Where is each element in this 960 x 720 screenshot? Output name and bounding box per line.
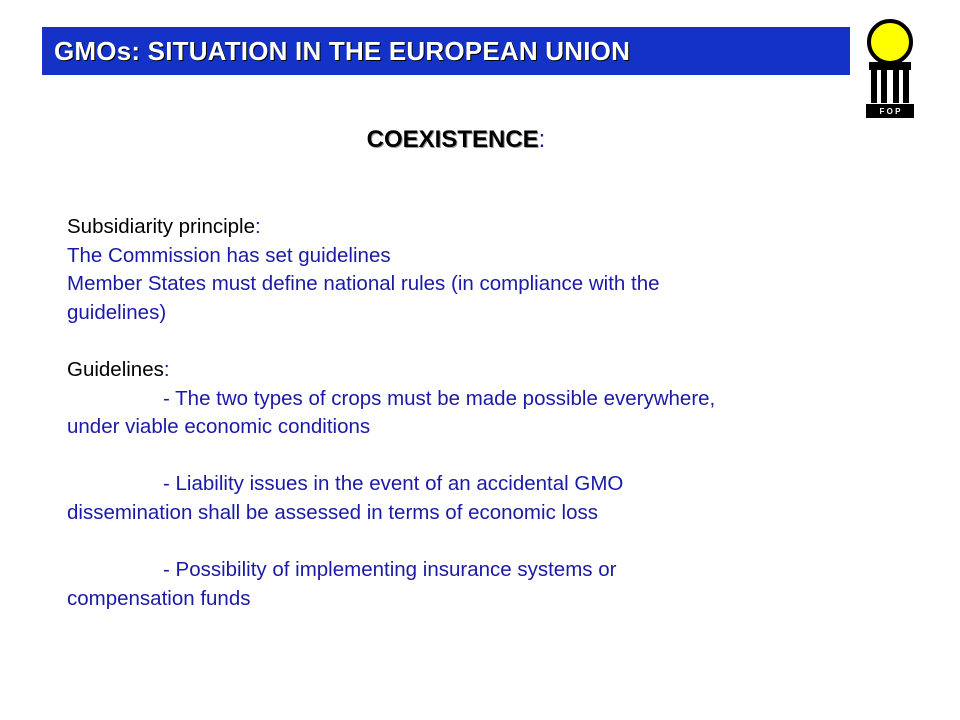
svg-text:F O P: F O P	[879, 107, 901, 116]
member-states-line-1: Member States must define national rules (in compliance with the	[67, 272, 660, 296]
title-bar	[42, 27, 850, 75]
spacer	[67, 327, 907, 356]
subsidiarity-line	[67, 213, 907, 242]
guidelines-line	[67, 356, 907, 385]
bullet-3-line-1: - Possibility of implementing insurance systems or	[163, 558, 617, 582]
commission-line: The Commission has set guidelines	[67, 243, 391, 267]
spacer	[67, 528, 907, 557]
bullet-3-line-2: compensation funds	[67, 586, 251, 610]
slide-title: GMOs: SITUATION IN THE EUROPEAN UNION	[54, 35, 631, 66]
bullet-1-line-2: under viable economic conditions	[67, 415, 371, 439]
bullet-2-line-2: dissemination shall be assessed in terms of economic loss	[67, 500, 598, 524]
content-body	[67, 213, 907, 613]
fop-logo-icon	[862, 18, 918, 126]
subsidiarity-label: Subsidiarity principle	[67, 215, 256, 238]
subsidiarity-colon: :	[255, 215, 261, 238]
guidelines-colon: :	[163, 357, 170, 381]
section-heading	[0, 126, 912, 154]
bullet-2-line-1: - Liability issues in the event of an accidental GMO	[163, 472, 624, 496]
heading-colon: :	[538, 126, 546, 153]
member-states-line-2: guidelines)	[67, 300, 167, 324]
guidelines-label: Guidelines	[67, 357, 164, 381]
spacer	[67, 442, 907, 471]
heading-text: COEXISTENCE	[366, 126, 539, 153]
bullet-1-line-1: - The two types of crops must be made possible everywhere,	[163, 386, 716, 410]
